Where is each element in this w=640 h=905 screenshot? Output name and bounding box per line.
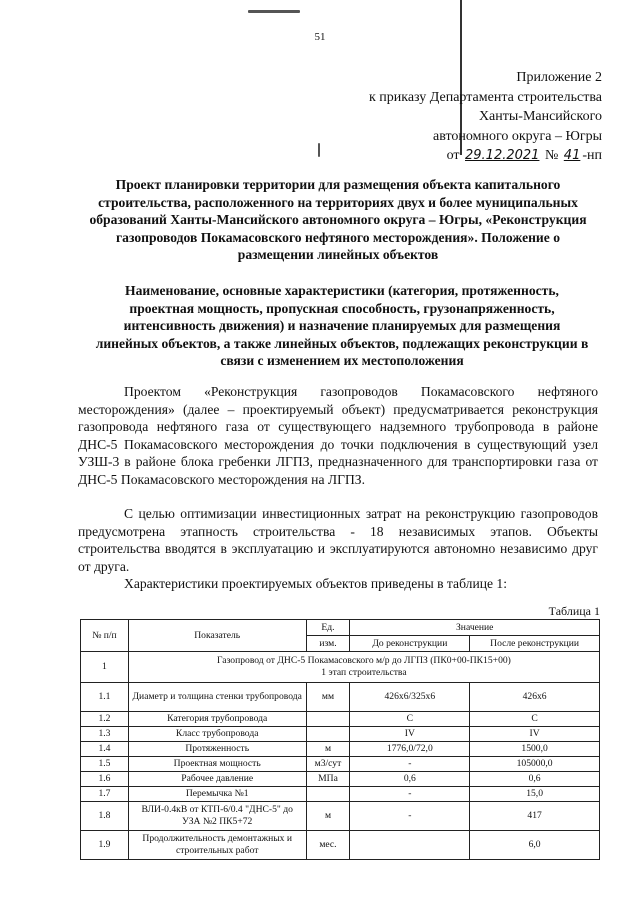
row-before: 0,6 [350, 772, 470, 787]
row-unit: м [306, 802, 350, 831]
table-row [81, 742, 600, 757]
table-row [81, 787, 600, 802]
header-indicator: Показатель [128, 620, 306, 652]
annex-order-ref: к приказу Департамента строительства [368, 89, 602, 105]
section-title [128, 652, 599, 683]
header-after: После реконструкции [470, 636, 600, 652]
paragraph-construction-stages: С целью оптимизации инвестиционных затрат на реконструкцию газопроводов предусмотрена этапность строительства - 18 независимых этапов. Объекты строительства вводятся в эксплуатацию и эксплуатируются автономно независимо друг от друга. [78, 506, 598, 574]
row-after: 0,6 [470, 772, 600, 787]
table-caption: Таблица 1 [548, 604, 600, 618]
row-before: IV [350, 727, 470, 742]
header-unit-bottom: изм. [306, 636, 350, 652]
row-num: 1.8 [81, 802, 129, 831]
section-heading: Наименование, основные характеристики (категория, протяженность, проектная мощность, пропускная способность, грузонапряженность, интенсивность движения) и назначение планируемых для размещения линейных объектов, а также линейных объектов, подлежащих реконструкции в связи с изменением их местоположения [95, 283, 589, 368]
table-row [81, 802, 600, 831]
row-name: Класс трубопровода [128, 727, 306, 742]
section-line-1: Газопровод от ДНС-5 Покамасовского м/р до ЛГПЗ (ПК0+00-ПК15+00) [217, 655, 511, 666]
row-unit: мм [306, 683, 350, 712]
table-row [81, 757, 600, 772]
row-after: 105000,0 [470, 757, 600, 772]
order-number: 41 [563, 148, 581, 163]
table-row [81, 683, 600, 712]
paragraph-project-description: Проектом «Реконструкция газопроводов Покамасовского нефтяного месторождения» (далее – проектируемый объект) предусматривается реконструкция газопровода нефтяного газа от существующего надземного трубопровода в районе ДНС-5 Покамасовского месторождения до точки подключения в существующий узел УЗШ-3 в районе блока гребенки ЛГПЗ, предназначенного для транспортировки газа от ДНС-5 Покамасовского месторождения на ЛГПЗ. [78, 384, 598, 487]
number-prefix: № [544, 148, 559, 163]
row-name: Категория трубопровода [128, 712, 306, 727]
row-num: 1.9 [81, 831, 129, 860]
header-num: № п/п [81, 620, 129, 652]
row-before: 1776,0/72,0 [350, 742, 470, 757]
row-after: 6,0 [470, 831, 600, 860]
order-date: 29.12.2021 [465, 148, 540, 163]
row-unit: МПа [306, 772, 350, 787]
section-num: 1 [81, 652, 129, 683]
row-unit: м [306, 742, 350, 757]
row-name: ВЛИ-0.4кВ от КТП-6/0.4 "ДНС-5" до УЗА №2 ПК5+72 [128, 802, 306, 831]
page-number: 51 [314, 31, 326, 43]
row-before: - [350, 787, 470, 802]
row-after: 426x6 [470, 683, 600, 712]
row-name: Протяженность [128, 742, 306, 757]
row-name: Рабочее давление [128, 772, 306, 787]
row-name: Продолжительность демонтажных и строительных работ [128, 831, 306, 860]
row-after: 417 [470, 802, 600, 831]
table-row [81, 772, 600, 787]
row-unit: м3/сут [306, 757, 350, 772]
row-before: 426x6/325x6 [350, 683, 470, 712]
table-row [81, 712, 600, 727]
row-before: - [350, 802, 470, 831]
row-after: 1500,0 [470, 742, 600, 757]
document-title: Проект планировки территории для размещения объекта капитального строительства, расположенного на территориях двух и более муниципальных образований Ханты-Мансийского автономного округа – Югры, «Реконструкция газопроводов Покамасовского нефтяного месторождения». Положение о размещении линейных объектов [89, 177, 587, 262]
date-prefix: от [446, 148, 460, 163]
row-unit [306, 712, 350, 727]
paragraph-table-intro: Характеристики проектируемых объектов приведены в таблице 1: [124, 576, 507, 591]
annex-region-2: автономного округа – Югры [433, 128, 602, 144]
row-unit [306, 727, 350, 742]
annex-region: Ханты-Мансийского [478, 109, 602, 124]
row-num: 1.7 [81, 787, 129, 802]
row-name: Перемычка №1 [128, 787, 306, 802]
row-unit: мес. [306, 831, 350, 860]
row-name: Проектная мощность [128, 757, 306, 772]
header-value: Значение [350, 620, 600, 636]
row-num: 1.3 [81, 727, 129, 742]
row-before: С [350, 712, 470, 727]
row-before: - [350, 757, 470, 772]
row-name: Диаметр и толщина стенки трубопровода [128, 683, 306, 712]
row-num: 1.1 [81, 683, 129, 712]
annex-title: Приложение 2 [516, 70, 602, 85]
row-after: 15,0 [470, 787, 600, 802]
section-line-2: 1 этап строительства [321, 667, 407, 678]
row-num: 1.6 [81, 772, 129, 787]
table-row [81, 727, 600, 742]
row-num: 1.5 [81, 757, 129, 772]
row-after: С [470, 712, 600, 727]
scan-speck [248, 10, 300, 13]
header-before: До реконструкции [350, 636, 470, 652]
row-num: 1.4 [81, 742, 129, 757]
annex-date-line [302, 146, 602, 166]
table-row [81, 831, 600, 860]
characteristics-table [80, 619, 600, 860]
row-num: 1.2 [81, 712, 129, 727]
annex-block [302, 68, 602, 166]
row-before [350, 831, 470, 860]
number-suffix: -нп [582, 148, 602, 163]
row-unit [306, 787, 350, 802]
header-unit-top: Ед. [306, 620, 350, 636]
row-after: IV [470, 727, 600, 742]
